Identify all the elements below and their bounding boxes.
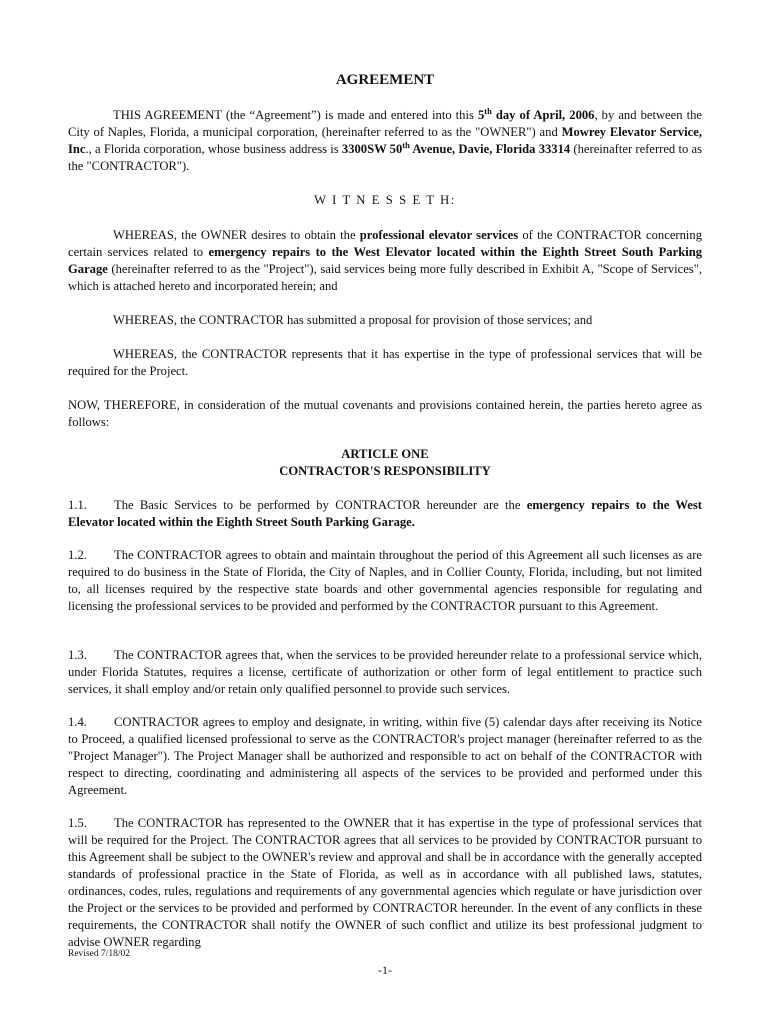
section-1-3: 1.3. The CONTRACTOR agrees that, when the services to be provided hereunder relate to a professional service which, under Florida Statutes, requires a license, certificate of authorization or other form of legal entitlement to practice such services, it shall employ and/or retain only qualified personnel to provide such services. (68, 648, 702, 696)
revision-note: Revised 7/18/02 (68, 949, 131, 959)
article-heading: ARTICLE ONE (341, 447, 429, 461)
page-number: -1- (378, 963, 392, 977)
section-1-5: 1.5. The CONTRACTOR has represented to the OWNER that it has expertise in the type of professional services that will be required for the Project. The CONTRACTOR agrees that all services to be provided by CONTRACTOR pursuant to this Agreement shall be subject to the OWNER's review and approval and shall be in accordance with the generally accepted standards of professional practice in the State of Florida, as well as in accordance with all published laws, statutes, ordinances, codes, rules, regulations and requirements of any governmental agencies which regulate or have jurisdiction over the Project or the services to be provided and performed by CONTRACTOR hereunder. In the event of any conflicts in these requirements, the CONTRACTOR shall notify the OWNER of such conflict and utilize its best professional judgment to advise OWNER regarding (68, 816, 702, 949)
section-1-2: 1.2. The CONTRACTOR agrees to obtain and maintain throughout the period of this Agreement all such licenses as are required to do business in the State of Florida, the City of Naples, and in Collier County, Florida, including, but not limited to, all licenses required by the respective state boards and other governmental agencies responsible for regulating and licensing the professional services to be provided and performed by the CONTRACTOR pursuant to this Agreement. (68, 548, 702, 613)
whereas-paragraph-2: WHEREAS, the CONTRACTOR has submitted a proposal for provision of those services; and (113, 313, 593, 327)
now-therefore-paragraph: NOW, THEREFORE, in consideration of the mutual covenants and provisions contained herein, the parties hereto agree as follows: (68, 398, 702, 429)
witnesseth-heading: W I T N E S S E T H: (314, 193, 456, 207)
contractor-name: Mowrey Elevator Service, Inc (68, 125, 702, 156)
document-title: AGREEMENT (335, 72, 435, 88)
section-1-1: 1.1. The Basic Services to be performed by CONTRACTOR hereunder are the emergency repairs to the West Elevator located within the Eighth Street South Parking Garage. (68, 498, 702, 529)
whereas-paragraph-1: WHEREAS, the OWNER desires to obtain the professional elevator services of the CONTRACTOR concerning certain services related to emergency repairs to the West Elevator located within the Eighth Street South Parking Garage (hereinafter referred to as the "Project"), said services being more fully described in Exhibit A, "Scope of Services", which is attached hereto and incorporated herein; and (68, 228, 702, 293)
article-subheading: CONTRACTOR'S RESPONSIBILITY (279, 464, 491, 478)
section-1-4: 1.4. CONTRACTOR agrees to employ and designate, in writing, within five (5) calendar days after receiving its Notice to Proceed, a qualified licensed professional to serve as the CONTRACTOR's project manager (hereinafter referred to as the "Project Manager"). The Project Manager shall be authorized and responsible to act on behalf of the CONTRACTOR with respect to directing, coordinating and administering all aspects of the services to be provided and performed under this Agreement. (68, 715, 702, 797)
intro-paragraph: THIS AGREEMENT (the “Agreement”) is made and entered into this 5th day of April, 2006, by and between the City of Naples, Florida, a municipal corporation, (hereinafter referred to as the "OWNER") and Mowrey Elevator Service, Inc., a Florida corporation, whose business address is 3300SW 50th Avenue, Davie, Florida 33314 (hereinafter referred to as the "CONTRACTOR"). (68, 105, 702, 173)
whereas-paragraph-3: WHEREAS, the CONTRACTOR represents that it has expertise in the type of professional services that will be required for the Project. (68, 347, 702, 378)
